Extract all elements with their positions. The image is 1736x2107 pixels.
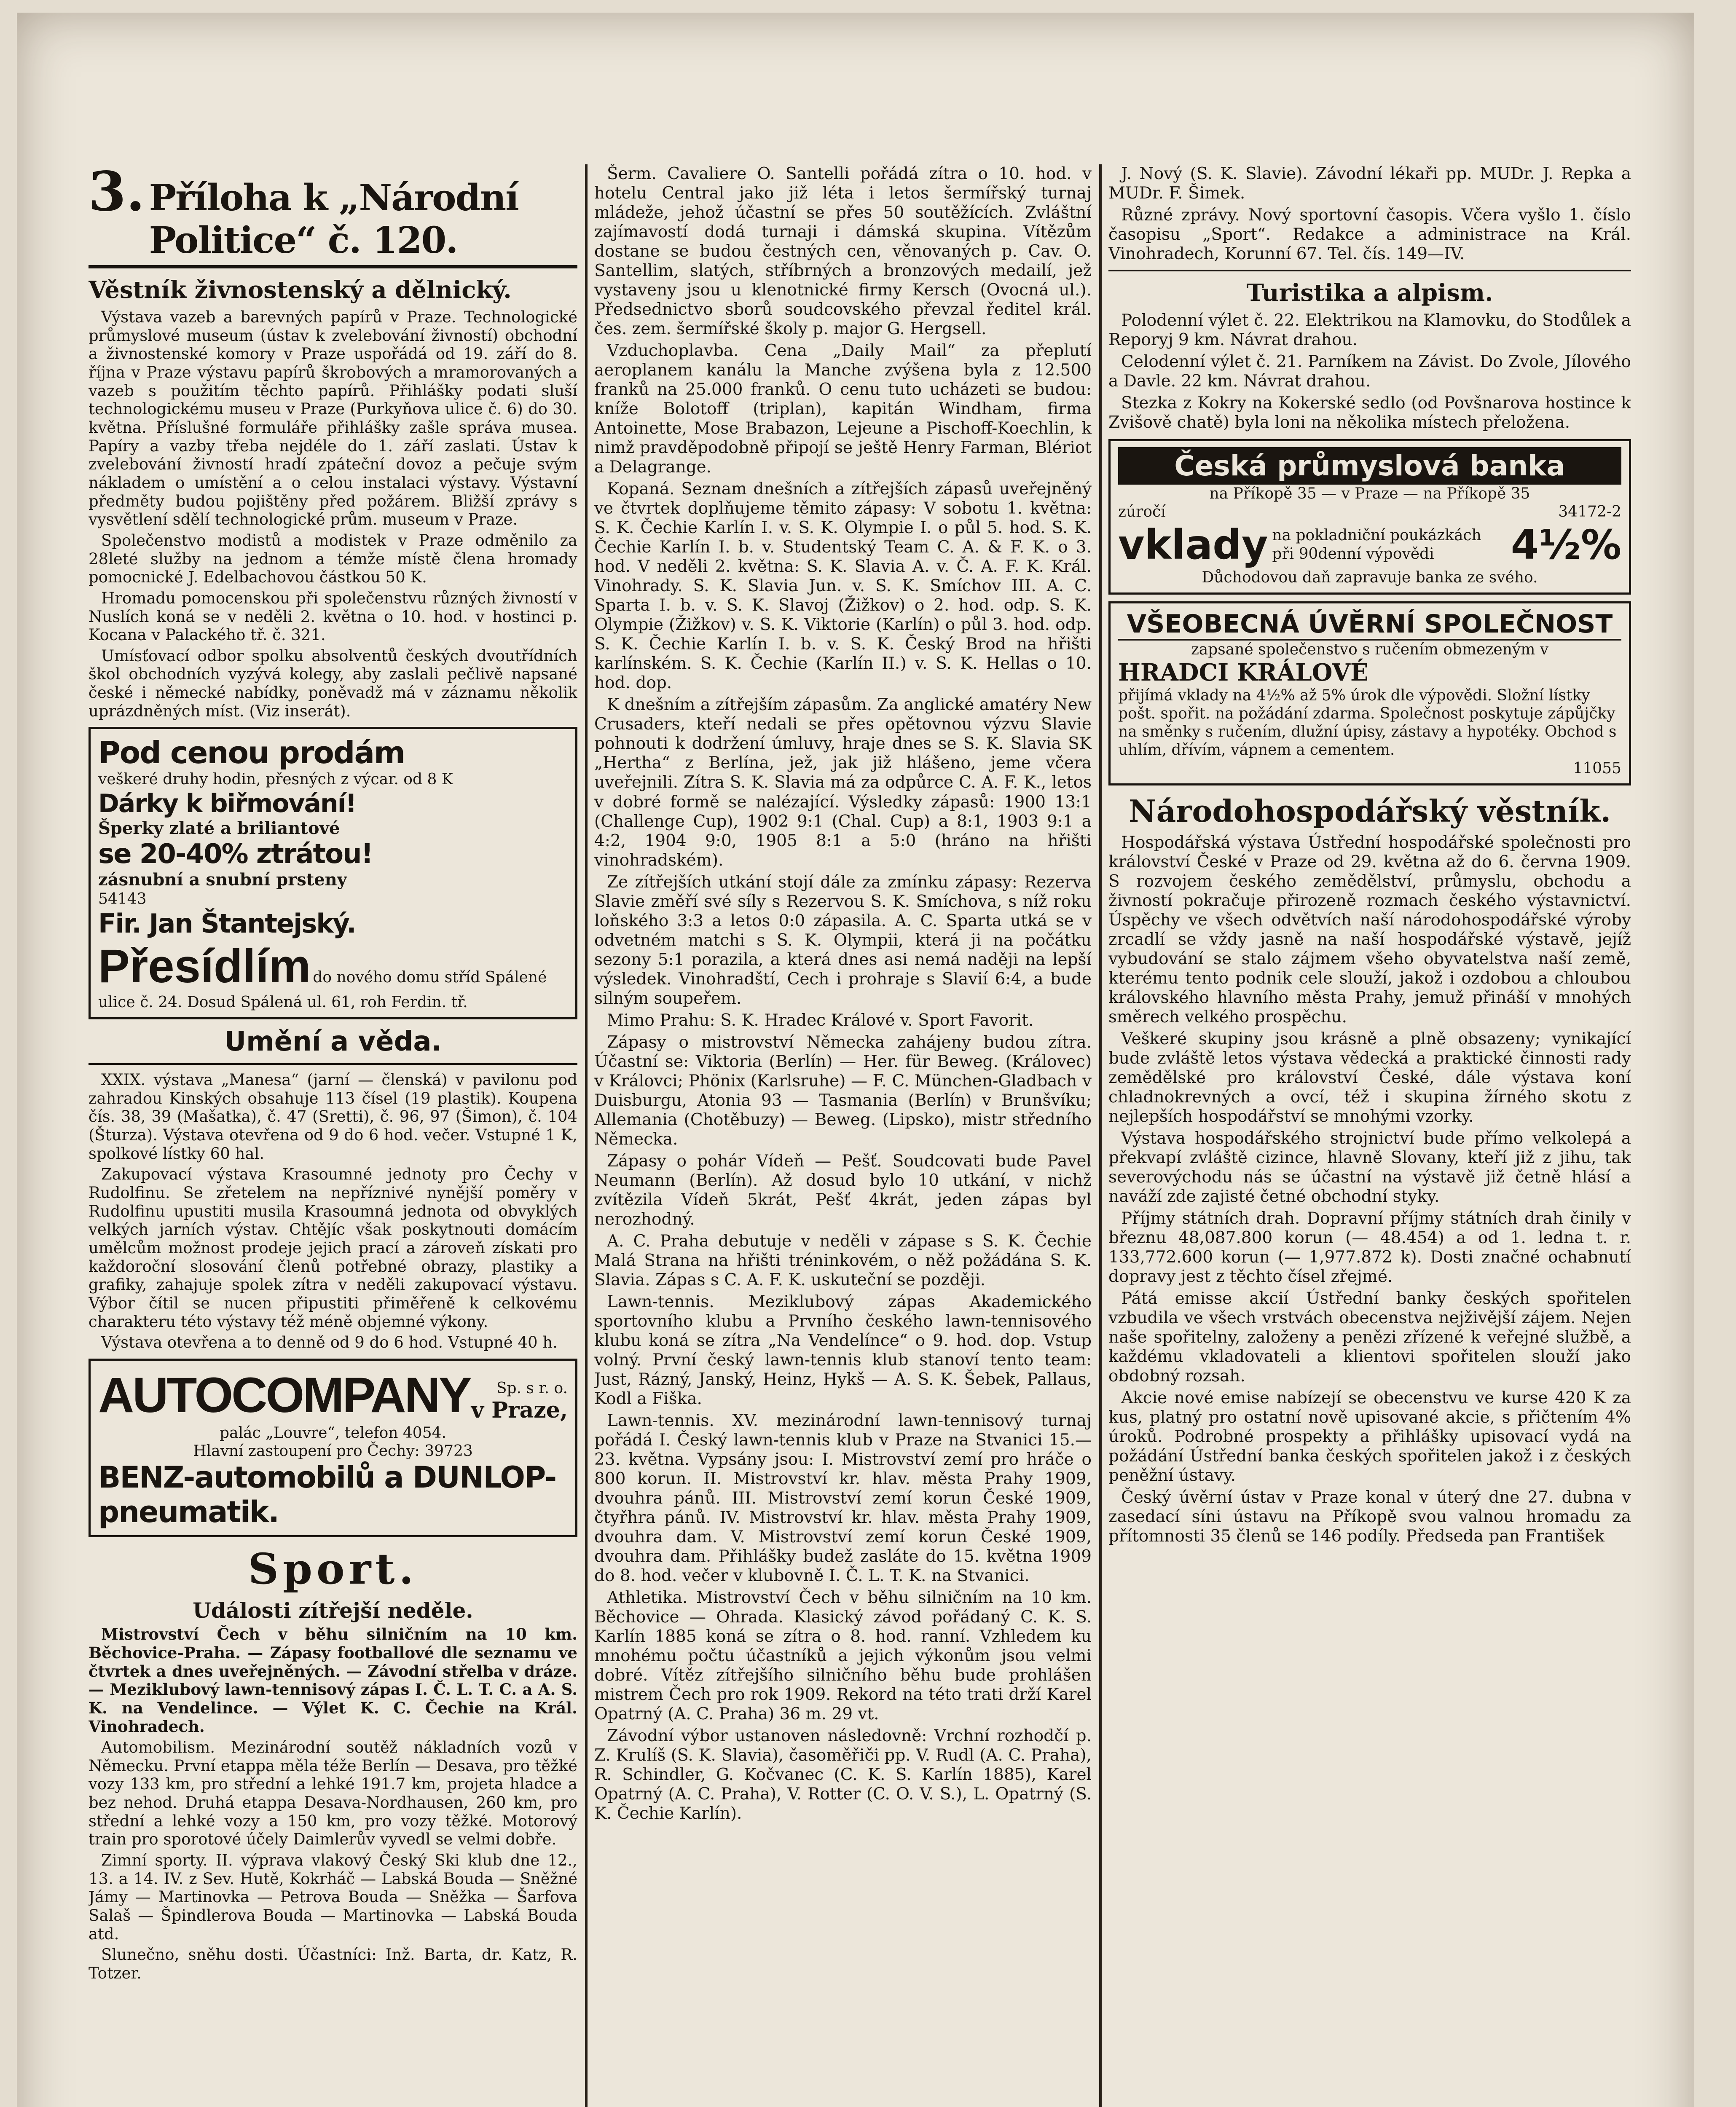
- ad-phone: 54143: [98, 890, 147, 908]
- divider: [89, 1063, 577, 1065]
- article-paragraph: Šerm. Cavaliere O. Santelli pořádá zítra o 10. hod. v hotelu Central jako již léta i letos šermířský turnaj mládeže, jehož účastní se přes 50 soutěžících. Zvláštní zajímavostí dodá turnaji i dámská skupina. Vítězům dostane se budou čestných cen, věnovaných p. Cav. O. Santellim, slatých, stříbrných a bronzových medailí, jež vystaveny jsou u klenotnické firmy Kersch (Ovocná ul.). Předsednictvo sborů soudcovského převzal ředitel král. čes. zem. šermířské školy p. major G. Hergsell.: [594, 164, 1092, 339]
- article-paragraph: Závodní výbor ustanoven následovně: Vrchní rozhodčí p. Z. Krulíš (S. K. Slavia), časoměřiči pp. V. Rudl (A. C. Praha), R. Schindler, G. Kočvanec (C. K. S. Karlín 1885), Karel Opatrný (A. C. Praha), V. Rotter (C. O. V. S.), L. Opatrný (S. K. Čechie Karlín).: [594, 1726, 1092, 1823]
- article-paragraph: Stezka z Kokry na Kokerské sedlo (od Povšnarova hostince k Zvišově chatě) byla loni na několika místech přeložena.: [1108, 394, 1631, 432]
- article-paragraph: Různé zprávy. Nový sportovní časopis. Včera vyšlo 1. číslo časopisu „Sport“. Redakce a administrace na Král. Vinohradech, Korunní 67. Tel. čís. 149—IV.: [1108, 206, 1631, 264]
- ad-ceska-prumyslova-banka: [1108, 439, 1631, 595]
- article-paragraph: Mimo Prahu: S. K. Hradec Králové v. Sport Favorit.: [607, 1011, 1034, 1030]
- divider: [1108, 270, 1631, 271]
- article-paragraph: Akcie nové emise nabízejí se obecenstvu ve kurse 420 K za kus, platný pro ostatní nově upisované akcie, s přičtením 4% úroků. Podrobné prospekty a přihlášky upisovací vydá na požádání Ústřední banka českých spořitelen jakož i z českých peněžní ústavy.: [1108, 1389, 1631, 1485]
- bank-vklady: vklady: [1118, 521, 1268, 568]
- autocompany-city: v Praze,: [471, 1397, 568, 1423]
- ad-headline: Pod cenou prodám: [98, 735, 405, 771]
- autocompany-sro: Sp. s r. o.: [496, 1380, 568, 1397]
- column-divider: [1099, 164, 1102, 2107]
- article-paragraph: A. C. Praha debutuje v neděli v zápase s S. K. Čechie Malá Strana na hřišti tréninkovém, o něž požádána S. K. Slavia. Zápas s C. A. F. K. uskuteční se později.: [594, 1231, 1092, 1289]
- article-paragraph: J. Nový (S. K. Slavie). Závodní lékaři pp. MUDr. J. Repka a MUDr. F. Šimek.: [1108, 164, 1631, 203]
- uver-number: 11055: [1573, 759, 1621, 777]
- masthead: [89, 164, 577, 268]
- article-paragraph: Hospodářská výstava Ústřední hospodářské společnosti pro království České v Praze od 29. května až do 6. června 1909. S rozvojem českého zemědělství, průmyslu, obchodu a živností pokračuje přirozeně rozmach českého výstavnictví. Úspěchy ve všech odvětvích naší národohospodářské výroby zrcadlí se vždy jasně na naší hospodářské výstavě, jejíž vybudování se stalo zájmem všeho obyvatelstva naší země, kterému tento podnik cele slouží, jakož i ozdobou a chloubou královského hlavního města Prahy, jemuž přináší v mnohých směrech velkého prospěchu.: [1108, 833, 1631, 1027]
- article-paragraph: Ze zítřejších utkání stojí dále za zmínku zápasy: Rezerva Slavie změří své síly s Rezervou S. K. Smíchova, s níž roku loňského 3:3 a letos 0:0 zápasila. A. C. Sparta utká se v odvetném matchi s S. K. Olympii, která ji na počátku sezony 5:1 porazila, a která dnes asi nemá naději na lepší výsledek. Vinohradští, Cech i prohraje s Slavií 6:4, a bude silným soupeřem.: [594, 872, 1092, 1008]
- masthead-number: 3.: [89, 164, 145, 223]
- ad-darky: Dárky k biřmování!: [98, 788, 356, 818]
- article-paragraph: Příjmy státních drah. Dopravní příjmy státních drah činily v březnu 48,087.800 korun (— 48.454) a od 1. ledna t. r. 133,772.600 korun (— 1,977.872 k). Dosti značné ochabnutí dopravy jest z těchto čísel zřejmé.: [1108, 1209, 1631, 1287]
- column-1: [89, 164, 577, 2107]
- uver-city: HRADCI KRÁLOVÉ: [1118, 658, 1368, 686]
- ad-autocompany: [89, 1359, 577, 1537]
- article-paragraph: Hromadu pomocenskou při společenstvu různých živností v Nuslích koná se v neděli 2. května o 10. hod. v hostinci p. Kocana v Palackého tř. č. 321.: [89, 589, 577, 644]
- ad-presidlim: Přesídlím: [98, 939, 311, 992]
- article-paragraph: Zakupovací výstava Krasoumné jednoty pro Čechy v Rudolfinu. Se zřetelem na nepříznivé nynější poměry v Rudolfinu upustiti musila Krasoumná jednota od obvyklých velkých jarních výstav. Chtějíc však poskytnouti domácím umělcům možnost prodeje jejich prací a zároveň získati pro každoroční slosování členů potřebné obrazy, plastiky a grafiky, zahajuje spolek zítra v neděli zakupovací výstavu. Výbor čítil se nucen připustiti přiměřeně k celkovému charakteru této výstavy též méně objemné výkony.: [89, 1165, 577, 1331]
- article-paragraph: Mistrovství Čech v běhu silničním na 10 km. Běchovice-Praha. — Zápasy footballové dle seznamu ve čtvrtek a dnes uveřejněných. — Závodní střelba v dráze. — Meziklubový lawn-tennisový zápas I. Č. L. T. C. a A. S. K. na Vendelince. — Výlet K. C. Čechie na Král. Vinohradech.: [89, 1625, 577, 1736]
- uver-title: VŠEOBECNÁ ÚVĚRNÍ SPOLEČNOST: [1118, 609, 1621, 641]
- bank-terms: na pokladniční poukázkách při 90denní výpovědi: [1272, 527, 1481, 563]
- uver-subtitle: zapsané společenstvo s ručením obmezeným v: [1191, 641, 1549, 658]
- bank-zuroci: zúročí: [1118, 503, 1166, 521]
- article-paragraph: Zápasy o pohár Vídeň — Pešť. Soudcovati bude Pavel Neumann (Berlín). Až dosud bylo 10 utkání, v nichž zvítězila Vídeň 5krát, Pešť 4krát, jeden zápas byl nerozhodný.: [594, 1151, 1092, 1229]
- article-paragraph: Výstava vazeb a barevných papírů v Praze. Technologické průmyslové museum (ústav k zvelebování živností) obchodní a živnostenské komory v Praze uspořádá od 19. září do 8. října v Praze výstavu papírů škrobových a mramorovaných a vazeb s použitím těchto papírů. Přihlášky podati sluší technologickému museu v Praze (Purkyňova ulice č. 6) do 30. května. Příslušné formuláře přihlášky zašle správa musea. Papíry a vazby třeba nejdéle do 1. září zaslati. Ústav k zvelebování živností hradí zpáteční dovoz a pečuje svým nákladem o umístění a o celou instalaci výstavy. Výstavní předměty budou pojištěny před požárem. Bližší zprávy s vysvětlení sdělí technologické prům. museum v Praze.: [89, 308, 577, 529]
- article-paragraph: Veškeré skupiny jsou krásně a plně obsazeny; vynikající bude zvláště letos výstava vědecká a praktické činnosti rady zemědělské pro království České, dále výstava koní chladnokrevných a ovcí, též i skupina žírného skotu z nejlepších hospodářství se mnohými vzorky.: [1108, 1029, 1631, 1126]
- article-paragraph: Společenstvo modistů a modistek v Praze odměnilo za 28leté služby na jednom a témže místě člena hromady pomocnické J. Edelbachovou částkou 50 K.: [89, 531, 577, 587]
- bank-rate: 4½%: [1511, 521, 1621, 568]
- ad-vseobecna-uverni: [1108, 601, 1631, 785]
- ad-firm: Fir. Jan Štantejský.: [98, 908, 356, 939]
- article-paragraph: Zimní sporty. II. výprava vlakový Český Ski klub dne 12., 13. a 14. IV. z Sev. Hutě, Kokrháč — Labská Bouda — Sněžné Jámy — Martinovka — Petrova Bouda — Sněžka — Šarfova Salaš — Špindlerova Bouda — Martinovka — Labská Bouda atd.: [89, 1851, 577, 1943]
- ad-line: veškeré druhy hodin, přesných z výcar. od 8 K: [98, 771, 453, 788]
- ad-ztrata: se 20-40% ztrátou!: [98, 838, 373, 870]
- column-3: [1108, 164, 1631, 2107]
- autocompany-rep-label: Hlavní zastoupení pro Čechy:: [193, 1442, 420, 1460]
- article-paragraph: Umísťovací odbor spolku absolventů českých dvoutřídních škol obchodních vyzývá kolegy, aby zaslali pečlivě napsané české i německé nabídky, poněvadž má v záznamu několik uprázdněných míst. (Viz inserát).: [89, 646, 577, 720]
- uver-terms: přijímá vklady na 4½% až 5% úrok dle výpovědi. Složní lístky pošt. spořit. na požádání zdarma. Společnost poskytuje zápůjčky na směnky s ručením, dlužní úpisy, zástavy a hypotéky. Obchod s uhlím, dřívím, vápnem a cementem.: [1118, 686, 1617, 759]
- narodohospodarsky-title: Národohospodářský věstník.: [1128, 793, 1611, 829]
- sport-title: Sport.: [248, 1544, 418, 1594]
- bank-number: 34172-2: [1558, 503, 1621, 521]
- article-paragraph: Athletika. Mistrovství Čech v běhu silničním na 10 km. Běchovice — Ohrada. Klasický závod pořádaný C. K. S. Karlín 1885 koná se zítra o 8. hod. ranní. Vzhledem ku mnohému počtu účastníků a jejich výkonům jsou velmi dobré. Vítěz zítřejšího silničního běhu bude prohlášen mistrem Čech pro rok 1909. Rekord na této trati drží Karel Opatrný (A. C. Praha) 36 m. 29 vt.: [594, 1588, 1092, 1724]
- ad-line: zásnubní a snubní prsteny: [98, 869, 347, 890]
- article-paragraph: Lawn-tennis. Meziklubový zápas Akademického sportovního klubu a Prvního českého lawn-tennisového klubu koná se zítra „Na Vendelínce“ o 9. hod. dop. Vstup volný. První český lawn-tennis klub stanoví tento team: Just, Rázný, Janský, Heinz, Hykš — A. S. K. Šebek, Pallaus, Kodl a Fiška.: [594, 1292, 1092, 1408]
- turistika-title: Turistika a alpism.: [1246, 279, 1493, 307]
- article-paragraph: Automobilism. Mezinárodní soutěž nákladních vozů v Německu. První etappa měla téže Berlín — Desava, pro těžké vozy 133 km, pro střední a lehké 191.7 km, projeta hladce a bez nehod. Druhá etappa Desava-Nordhausen, 260 km, pro střední a lehké vozy a 150 km, pro vozy těžké. Motorový train pro sporotové účely Daimlerův vyvedl se velmi dobře.: [89, 1738, 577, 1849]
- ad-stantejsky: [89, 727, 577, 1019]
- newspaper-page: [17, 13, 1694, 2107]
- autocompany-address: palác „Louvre“, telefon 4054.: [220, 1424, 446, 1442]
- article-paragraph: Zápasy o mistrovství Německa zahájeny budou zítra. Účastní se: Viktoria (Berlín) — Her. für Beweg. (Královec) v Královci; Phönix (Karlsruhe) — F. C. München-Gladbach v Duisburgu, Atonia 93 — Tasmania (Berlín) v Brunšvíku; Allemania (Chotěbuzy) — Beweg. (Lipsko), mistr středního Německa.: [594, 1032, 1092, 1149]
- article-paragraph: Celodenní výlet č. 21. Parníkem na Závist. Do Zvole, Jílového a Davle. 22 km. Návrat drahou.: [1108, 352, 1631, 391]
- ad-line: Šperky zlaté a briliantové: [98, 818, 340, 838]
- article-paragraph: Slunečno, sněhu dosti. Účastníci: Inž. Barta, dr. Katz, R. Totzer.: [89, 1946, 577, 1983]
- autocompany-brands: BENZ-automobilů a DUNLOP-pneumatik.: [98, 1460, 556, 1530]
- column-divider: [585, 164, 588, 2107]
- autocompany-rep-number: 39723: [424, 1442, 473, 1460]
- autocompany-representation: [98, 1442, 568, 1460]
- article-paragraph: XXIX. výstava „Manesa“ (jarní — členská) v pavilonu pod zahradou Kinských obsahuje 113 čísel (19 plastik). Koupena čís. 38, 39 (Mašatka), č. 47 (Sretti), č. 96, 97 (Šimon), č. 104 (Šturza). Výstava otevřena od 9 do 6 hod. večer. Vstupné 1 K, spolkové lístky 60 hal.: [89, 1071, 577, 1163]
- bank-tax: Důchodovou daň zapravuje banka ze svého.: [1202, 568, 1538, 586]
- article-paragraph: Lawn-tennis. XV. mezinárodní lawn-tennisový turnaj pořádá I. Český lawn-tennis klub v Praze na Stvanici 15.—23. května. Vypsány jsou: I. Mistrovství zemí pro hráče o 800 korun. II. Mistrovství kr. hlav. města Prahy 1909, dvouhra pánů. III. Mistrovství zemí korun České 1909, čtyřhra pánů. IV. Mistrovství kr. hlav. města Prahy 1909, dvouhra dam. V. Mistrovství zemí korun České 1909, dvouhra dam. Přihlášky budež zasláte do 15. května 1909 do 8. hod. večer v klubovně I. Č. L. T. K. na Stvanici.: [594, 1411, 1092, 1586]
- bank-title: Česká průmyslová banka: [1118, 447, 1621, 485]
- column-2: [594, 164, 1092, 2107]
- masthead-text: Příloha k „Národní Politice“ č. 120.: [149, 177, 518, 262]
- sport-subtitle: Události zítřejší neděle.: [193, 1598, 473, 1623]
- article-paragraph: Polodenní výlet č. 22. Elektrikou na Klamovku, do Stodůlek a Reporyj 9 km. Návrat drahou.: [1108, 311, 1631, 350]
- ad-presidlim-text: do nového domu stříd Spálené ulice č. 24. Dosud Spálená ul. 61, roh Ferdin. tř.: [98, 968, 547, 1011]
- article-paragraph: Vzduchoplavba. Cena „Daily Mail“ za přeplutí aeroplanem kanálu la Manche zvýšena byla z 12.500 franků na 25.000 franků. O cenu tuto ucházeti se budou: kníže Bolotoff (triplan), kapitán Windham, firma Antoinette, Mose Brabazon, Lejeune a Pischoff-Koechlin, k nimž pravděpodobně připojí se ještě Henry Farman, Blériot a Delagrange.: [594, 341, 1092, 477]
- article-paragraph: Pátá emisse akcií Ústřední banky českých spořitelen vzbudila ve všech vrstvách obecenstva nejživější zájem. Nejen naše spořitelny, založeny a penězi zřízené k veřejné službě, a každému vkladovateli a klientovi spořitelen slouží jako obdobný rozsah.: [1108, 1289, 1631, 1386]
- article-paragraph: Kopaná. Seznam dnešních a zítřejších zápasů uveřejněný ve čtvrtek doplňujeme těmito zápasy: V sobotu 1. května: S. K. Čechie Karlín I. v. S. K. Olympie I. o půl 5. hod. S. K. Čechie Karlín I. b. v. Studentský Team C. A. & F. K. o 3. hod. V neděli 2. května: S. K. Slavia A. v. Č. A. F. K. Král. Vinohrady. S. K. Slavia Jun. v. S. K. Smíchov III. A. C. Sparta I. b. v. S. K. Slavoj (Žižkov) o 2. hod. odp. S. K. Olympie (Žižkov) v. S. K. Viktorie (Karlín) o půl 3. hod. odp. S. K. Čechie Karlín I. b. v. S. K. Český Brod na hřišti karlínském. S. K. Čechie (Karlín II.) v. S. K. Hellas o 10. hod. dop.: [594, 480, 1092, 693]
- article-paragraph: Český úvěrní ústav v Praze konal v úterý dne 27. dubna v zasedací síni ústavu na Příkopě svou valnou hromadu za přítomnosti 35 členů se 146 podíly. Předseda pan František: [1108, 1488, 1631, 1546]
- autocompany-logo: AUTOCOMPANY: [98, 1367, 470, 1423]
- bank-address: na Příkopě 35 — v Praze — na Příkopě 35: [1209, 485, 1530, 503]
- article-paragraph: Výstava otevřena a to denně od 9 do 6 hod. Vstupné 40 h.: [101, 1333, 558, 1352]
- umeni-title: Umění a věda.: [224, 1026, 442, 1057]
- article-paragraph: K dnešním a zítřejším zápasům. Za anglické amatéry New Crusaders, kteří nedali se přes opětovnou výzvu Slavie pohnouti k dodržení úmluvy, hraje dnes se S. K. Slavia SK „Hertha“ z Berlína, jež, jak již hlášeno, jeme včera uveřejnili. Zítra S. K. Slavia má za odpůrce C. A. F. K., letos v dobré formě se nalézající. Výsledky zápasů: 1900 13:1 (Challenge Cup), 1902 9:1 (Chal. Cup) a 8:1, 1903 9:1 a 4:2, 1904 9:0, 1905 8:1 a 5:0 (hráno na hřišti vinohradském).: [594, 695, 1092, 870]
- vestnik-title: Věstník živnostenský a dělnický.: [89, 276, 512, 304]
- article-paragraph: Výstava hospodářského strojnictví bude přímo velkolepá a překvapí zvláště cizince, hlavně Slovany, kteří již z jihu, tak severovýchodu nás se účastní na výstavě již četně hlásí a naváží zde zajisté četné obchodní styky.: [1108, 1129, 1631, 1206]
